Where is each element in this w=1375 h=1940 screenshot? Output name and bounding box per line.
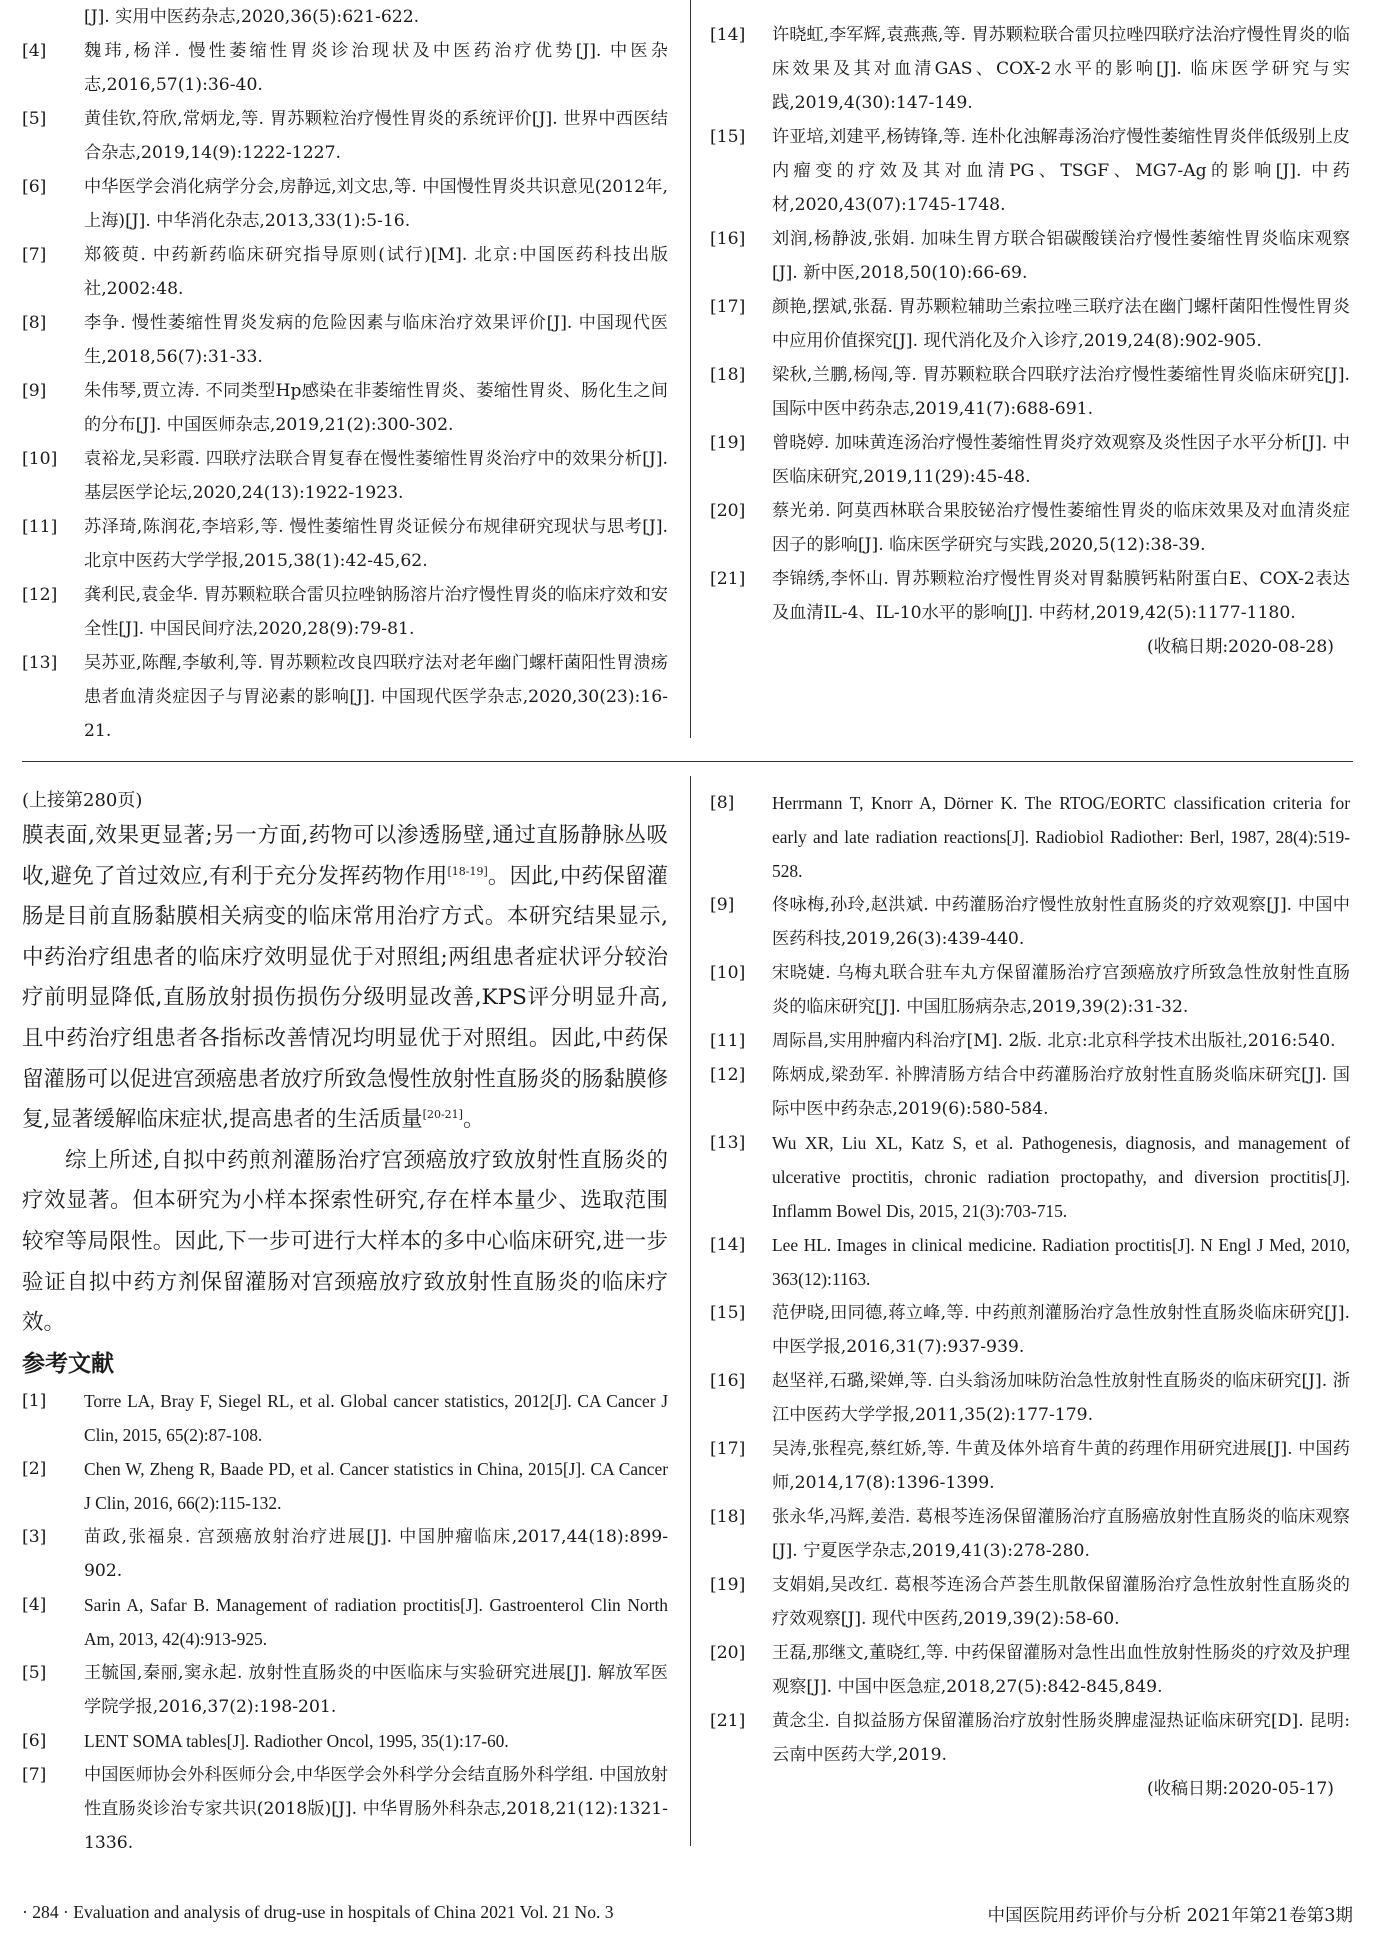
reference-item bbox=[710, 494, 1350, 562]
reference-number: [4] bbox=[22, 1594, 47, 1615]
reference-item bbox=[22, 1724, 668, 1758]
reference-item bbox=[22, 1656, 668, 1724]
reference-item bbox=[22, 578, 668, 646]
reference-text: 郑筱萸. 中药新药临床研究指导原则(试行)[M]. 北京:中国医药科技出版社,2002:48. bbox=[84, 245, 668, 299]
reference-number: [20] bbox=[710, 501, 746, 521]
reference-item bbox=[22, 238, 668, 306]
reference-number: [16] bbox=[710, 229, 746, 249]
reference-item bbox=[710, 1364, 1350, 1432]
reference-text: 陈炳成,梁劲军. 补脾清肠方结合中药灌肠治疗放射性直肠炎临床研究[J]. 国际中医中药杂志,2019(6):580-584. bbox=[772, 1065, 1350, 1119]
reference-item bbox=[710, 786, 1350, 888]
reference-text: 张永华,冯辉,姜浩. 葛根芩连汤保留灌肠治疗直肠癌放射性直肠炎的临床观察[J]. 宁夏医学杂志,2019,41(3):278-280. bbox=[772, 1507, 1350, 1561]
reference-continuation: [J]. 实用中医药杂志,2020,36(5):621-622. bbox=[84, 7, 420, 27]
top-right-column bbox=[710, 18, 1350, 664]
reference-item bbox=[710, 1500, 1350, 1568]
reference-text: 曾晓婷. 加味黄连汤治疗慢性萎缩性胃炎疗效观察及炎性因子水平分析[J]. 中医临床研究,2019,11(29):45-48. bbox=[772, 433, 1350, 487]
reference-item bbox=[710, 562, 1350, 630]
reference-number: [4] bbox=[22, 41, 47, 61]
reference-number: [2] bbox=[22, 1458, 47, 1479]
page-footer bbox=[22, 1902, 1353, 1927]
reference-item bbox=[22, 1384, 668, 1452]
continued-note: (上接第280页) bbox=[22, 790, 143, 811]
reference-number: [5] bbox=[22, 1662, 47, 1683]
reference-item bbox=[710, 1024, 1350, 1058]
reference-text: 佟咏梅,孙玲,赵洪斌. 中药灌肠治疗慢性放射性直肠炎的疗效观察[J]. 中国中医药科技,2019,26(3):439-440. bbox=[772, 895, 1350, 949]
reference-number: [8] bbox=[710, 793, 735, 813]
reference-item bbox=[22, 170, 668, 238]
top-left-reference-list bbox=[22, 34, 668, 748]
reference-text: 范伊晓,田同德,蒋立峰,等. 中药煎剂灌肠治疗急性放射性直肠炎临床研究[J]. 中医学报,2016,31(7):937-939. bbox=[772, 1303, 1350, 1357]
reference-number: [18] bbox=[710, 1507, 746, 1527]
body-paragraph-1 bbox=[22, 816, 668, 1141]
reference-text: 魏玮,杨洋. 慢性萎缩性胃炎诊治现状及中医药治疗优势[J]. 中医杂志,2016,57(1):36-40. bbox=[84, 41, 668, 95]
reference-text: Sarin A, Safar B. Management of radiation proctitis[J]. Gastroenterol Clin North Am, 2013, 42(4):913-925. bbox=[84, 1594, 668, 1649]
reference-item bbox=[22, 442, 668, 510]
reference-item bbox=[22, 374, 668, 442]
reference-item bbox=[710, 888, 1350, 956]
reference-item bbox=[710, 1228, 1350, 1296]
reference-number: [15] bbox=[710, 1303, 746, 1323]
reference-number: [13] bbox=[710, 1133, 746, 1153]
reference-text: 支娟娟,吴改红. 葛根芩连汤合芦荟生肌散保留灌肠治疗急性放射性直肠炎的疗效观察[J]. 现代中医药,2019,39(2):58-60. bbox=[772, 1575, 1350, 1629]
reference-item bbox=[710, 120, 1350, 222]
reference-text: 周际昌,实用肿瘤内科治疗[M]. 2版. 北京:北京科学技术出版社,2016:540. bbox=[772, 1031, 1336, 1051]
reference-number: [11] bbox=[22, 517, 58, 537]
reference-item bbox=[22, 1758, 668, 1860]
reference-text: 刘润,杨静波,张娟. 加味生胃方联合铝碳酸镁治疗慢性萎缩性胃炎临床观察[J]. 新中医,2018,50(10):66-69. bbox=[772, 229, 1350, 283]
reference-text: Lee HL. Images in clinical medicine. Radiation proctitis[J]. N Engl J Med, 2010, 363(12):1163. bbox=[772, 1235, 1350, 1289]
reference-text: 吴涛,张程亮,蔡红娇,等. 牛黄及体外培育牛黄的药理作用研究进展[J]. 中国药师,2014,17(8):1396-1399. bbox=[772, 1439, 1350, 1493]
reference-item bbox=[710, 426, 1350, 494]
reference-number: [21] bbox=[710, 569, 746, 589]
reference-text: 梁秋,兰鹏,杨闯,等. 胃苏颗粒联合四联疗法治疗慢性萎缩性胃炎临床研究[J]. 国际中医中药杂志,2019,41(7):688-691. bbox=[772, 365, 1350, 419]
received-date-bottom: (收稿日期:2020-05-17) bbox=[1146, 1779, 1334, 1799]
reference-number: [6] bbox=[22, 177, 47, 197]
top-left-column bbox=[22, 0, 668, 748]
column-divider-top bbox=[690, 0, 691, 738]
footer-journal-english: · 284 · Evaluation and analysis of drug-use in hospitals of China 2021 Vol. 21 No. 3 bbox=[22, 1902, 614, 1922]
reference-number: [9] bbox=[22, 381, 47, 401]
body-text-segment: 。 bbox=[462, 1107, 485, 1133]
reference-number: [10] bbox=[22, 449, 58, 469]
reference-text: Wu XR, Liu XL, Katz S, et al. Pathogenesis, diagnosis, and management of ulcerative proctitis, chronic radiation proctopathy, and diversion proctitis[J]. Inflamm Bowel Dis, 2015, 21(3):703-715. bbox=[772, 1133, 1350, 1221]
reference-text: 中华医学会消化病学分会,房静远,刘文忠,等. 中国慢性胃炎共识意见(2012年,上海)[J]. 中华消化杂志,2013,33(1):5-16. bbox=[84, 177, 668, 231]
reference-item bbox=[22, 510, 668, 578]
reference-text: 黄念尘. 自拟益肠方保留灌肠治疗放射性肠炎脾虚湿热证临床研究[D]. 昆明:云南中医药大学,2019. bbox=[772, 1711, 1350, 1765]
reference-text: Chen W, Zheng R, Baade PD, et al. Cancer statistics in China, 2015[J]. CA Cancer J Clin, 2016, 66(2):115-132. bbox=[84, 1458, 668, 1513]
reference-number: [19] bbox=[710, 433, 746, 453]
reference-text: 宋晓婕. 乌梅丸联合驻车丸方保留灌肠治疗宫颈癌放疗所致急性放射性直肠炎的临床研究[J]. 中国肛肠病杂志,2019,39(2):31-32. bbox=[772, 963, 1350, 1017]
reference-text: 中国医师协会外科医师分会,中华医学会外科学分会结直肠外科学组. 中国放射性直肠炎诊治专家共识(2018版)[J]. 中华胃肠外科杂志,2018,21(12):1321-1336. bbox=[84, 1764, 668, 1853]
reference-item bbox=[710, 1058, 1350, 1126]
reference-text: Torre LA, Bray F, Siegel RL, et al. Global cancer statistics, 2012[J]. CA Cancer J Clin, 2015, 65(2):87-108. bbox=[84, 1390, 668, 1445]
reference-item bbox=[22, 1452, 668, 1520]
reference-number: [17] bbox=[710, 1439, 746, 1459]
reference-item bbox=[710, 1636, 1350, 1704]
reference-text: 苗政,张福泉. 宫颈癌放射治疗进展[J]. 中国肿瘤临床,2017,44(18):899-902. bbox=[84, 1526, 668, 1581]
reference-item bbox=[710, 1432, 1350, 1500]
reference-text: 袁裕龙,吴彩霞. 四联疗法联合胃复春在慢性萎缩性胃炎治疗中的效果分析[J]. 基层医学论坛,2020,24(13):1922-1923. bbox=[84, 449, 668, 503]
footer-journal-chinese: 中国医院用药评价与分析 2021年第21卷第3期 bbox=[987, 1906, 1353, 1926]
body-text-segment: 。因此,中药保留灌肠是目前直肠黏膜相关病变的临床常用治疗方式。本研究结果显示,中药治疗组患者的临床疗效明显优于对照组;两组患者症状评分较治疗前明显降低,直肠放射损伤损伤分级明显改善,KPS评分明显升高,且中药治疗组患者各指标改善情况均明显优于对照组。因此,中药保留灌肠可以促进宫颈癌患者放疗所致急慢性放射性直肠炎的肠黏膜修复,显著缓解临床症状,提高患者的生活质量 bbox=[22, 863, 668, 1133]
reference-number: [11] bbox=[710, 1031, 746, 1051]
reference-number: [20] bbox=[710, 1643, 746, 1663]
reference-item bbox=[22, 1520, 668, 1588]
reference-item bbox=[710, 1126, 1350, 1228]
reference-number: [14] bbox=[710, 1235, 746, 1255]
reference-text: 黄佳钦,符欣,常炳龙,等. 胃苏颗粒治疗慢性胃炎的系统评价[J]. 世界中西医结合杂志,2019,14(9):1222-1227. bbox=[84, 109, 668, 163]
reference-number: [3] bbox=[22, 1526, 47, 1547]
reference-item bbox=[710, 358, 1350, 426]
column-divider-bottom bbox=[690, 776, 691, 1846]
reference-number: [1] bbox=[22, 1390, 47, 1411]
reference-text: 颜艳,摆斌,张磊. 胃苏颗粒辅助兰索拉唑三联疗法在幽门螺杆菌阳性慢性胃炎中应用价值探究[J]. 现代消化及介入诊疗,2019,24(8):902-905. bbox=[772, 297, 1350, 351]
bottom-right-column bbox=[710, 786, 1350, 1806]
references-heading: 参考文献 bbox=[22, 1350, 114, 1377]
reference-text: 许亚培,刘建平,杨铸锋,等. 连朴化浊解毒汤治疗慢性萎缩性胃炎伴低级别上皮内瘤变的疗效及其对血清PG、TSGF、MG7-Ag的影响[J]. 中药材,2020,43(07):1745-1748. bbox=[772, 127, 1350, 215]
reference-number: [17] bbox=[710, 297, 746, 317]
reference-item bbox=[710, 222, 1350, 290]
reference-text: Herrmann T, Knorr A, Dörner K. The RTOG/EORTC classification criteria for early and late radiation reactions[J]. Radiobiol Radiother: Berl, 1987, 28(4):519-528. bbox=[772, 793, 1350, 881]
reference-number: [7] bbox=[22, 245, 47, 265]
reference-text: 李锦绣,李怀山. 胃苏颗粒治疗慢性胃炎对胃黏膜钙粘附蛋白E、COX-2表达及血清IL-4、IL-10水平的影响[J]. 中药材,2019,42(5):1177-1180. bbox=[772, 569, 1350, 623]
reference-text: 许晓虹,李军辉,袁燕燕,等. 胃苏颗粒联合雷贝拉唑四联疗法治疗慢性胃炎的临床效果及其对血清GAS、COX-2水平的影响[J]. 临床医学研究与实践,2019,4(30):147-149. bbox=[772, 25, 1350, 113]
reference-text: 王磊,那继文,董晓红,等. 中药保留灌肠对急性出血性放射性肠炎的疗效及护理观察[J]. 中国中医急症,2018,27(5):842-845,849. bbox=[772, 1643, 1350, 1697]
bottom-left-reference-list bbox=[22, 1384, 668, 1860]
bottom-right-reference-list bbox=[710, 786, 1350, 1772]
reference-number: [10] bbox=[710, 963, 746, 983]
reference-text: 龚利民,袁金华. 胃苏颗粒联合雷贝拉唑钠肠溶片治疗慢性胃炎的临床疗效和安全性[J]. 中国民间疗法,2020,28(9):79-81. bbox=[84, 585, 668, 639]
body-text-segment: 膜表面,效果更显著;另一方面,药物可以渗透肠壁,通过直肠静脉丛吸收,避免了首过效应,有利于充分发挥药物作用 bbox=[22, 823, 668, 889]
reference-number: [19] bbox=[710, 1575, 746, 1595]
reference-number: [6] bbox=[22, 1730, 47, 1751]
reference-number: [12] bbox=[22, 585, 58, 605]
section-divider bbox=[22, 761, 1353, 762]
reference-number: [14] bbox=[710, 25, 746, 45]
reference-text: 朱伟琴,贾立涛. 不同类型Hp感染在非萎缩性胃炎、萎缩性胃炎、肠化生之间的分布[J]. 中国医师杂志,2019,21(2):300-302. bbox=[84, 381, 668, 435]
reference-number: [12] bbox=[710, 1065, 746, 1085]
reference-number: [9] bbox=[710, 895, 735, 915]
reference-item bbox=[710, 1296, 1350, 1364]
citation-superscript: [18-19] bbox=[447, 864, 488, 878]
reference-item bbox=[710, 956, 1350, 1024]
top-right-reference-list bbox=[710, 18, 1350, 630]
reference-number: [16] bbox=[710, 1371, 746, 1391]
reference-number: [15] bbox=[710, 127, 746, 147]
reference-text: 吴苏亚,陈醒,李敏利,等. 胃苏颗粒改良四联疗法对老年幽门螺杆菌阳性胃溃疡患者血清炎症因子与胃泌素的影响[J]. 中国现代医学杂志,2020,30(23):16-21. bbox=[84, 653, 668, 741]
reference-number: [18] bbox=[710, 365, 746, 385]
reference-text: 李争. 慢性萎缩性胃炎发病的危险因素与临床治疗效果评价[J]. 中国现代医生,2018,56(7):31-33. bbox=[84, 313, 668, 367]
reference-item bbox=[710, 290, 1350, 358]
reference-text: 王毓国,秦丽,窦永起. 放射性直肠炎的中医临床与实验研究进展[J]. 解放军医学院学报,2016,37(2):198-201. bbox=[84, 1662, 668, 1717]
reference-number: [8] bbox=[22, 313, 47, 333]
reference-item bbox=[710, 18, 1350, 120]
body-paragraph-2: 综上所述,自拟中药煎剂灌肠治疗宫颈癌放疗致放射性直肠炎的疗效显著。但本研究为小样本探索性研究,存在样本量少、选取范围较窄等局限性。因此,下一步可进行大样本的多中心临床研究,进一步验证自拟中药方剂保留灌肠对宫颈癌放疗致放射性直肠炎的临床疗效。 bbox=[22, 1147, 668, 1336]
reference-text: LENT SOMA tables[J]. Radiother Oncol, 1995, 35(1):17-60. bbox=[84, 1730, 509, 1751]
received-date-top: (收稿日期:2020-08-28) bbox=[1146, 637, 1334, 657]
reference-text: 赵坚祥,石璐,梁婵,等. 白头翁汤加味防治急性放射性直肠炎的临床研究[J]. 浙江中医药大学学报,2011,35(2):177-179. bbox=[772, 1371, 1350, 1425]
reference-item bbox=[710, 1568, 1350, 1636]
reference-item bbox=[22, 102, 668, 170]
reference-item bbox=[22, 306, 668, 374]
reference-text: 蔡光弟. 阿莫西林联合果胶铋治疗慢性萎缩性胃炎的临床效果及对血清炎症因子的影响[J]. 临床医学研究与实践,2020,5(12):38-39. bbox=[772, 501, 1350, 555]
bottom-left-column bbox=[22, 786, 668, 1860]
reference-number: [13] bbox=[22, 653, 58, 673]
reference-number: [5] bbox=[22, 109, 47, 129]
reference-text: 苏泽琦,陈润花,李培彩,等. 慢性萎缩性胃炎证候分布规律研究现状与思考[J]. 北京中医药大学学报,2015,38(1):42-45,62. bbox=[84, 517, 668, 571]
reference-item bbox=[22, 1588, 668, 1656]
reference-number: [7] bbox=[22, 1764, 47, 1785]
reference-item bbox=[22, 646, 668, 748]
citation-superscript: [20-21] bbox=[422, 1108, 463, 1121]
reference-item bbox=[22, 34, 668, 102]
reference-number: [21] bbox=[710, 1711, 746, 1731]
reference-item bbox=[710, 1704, 1350, 1772]
